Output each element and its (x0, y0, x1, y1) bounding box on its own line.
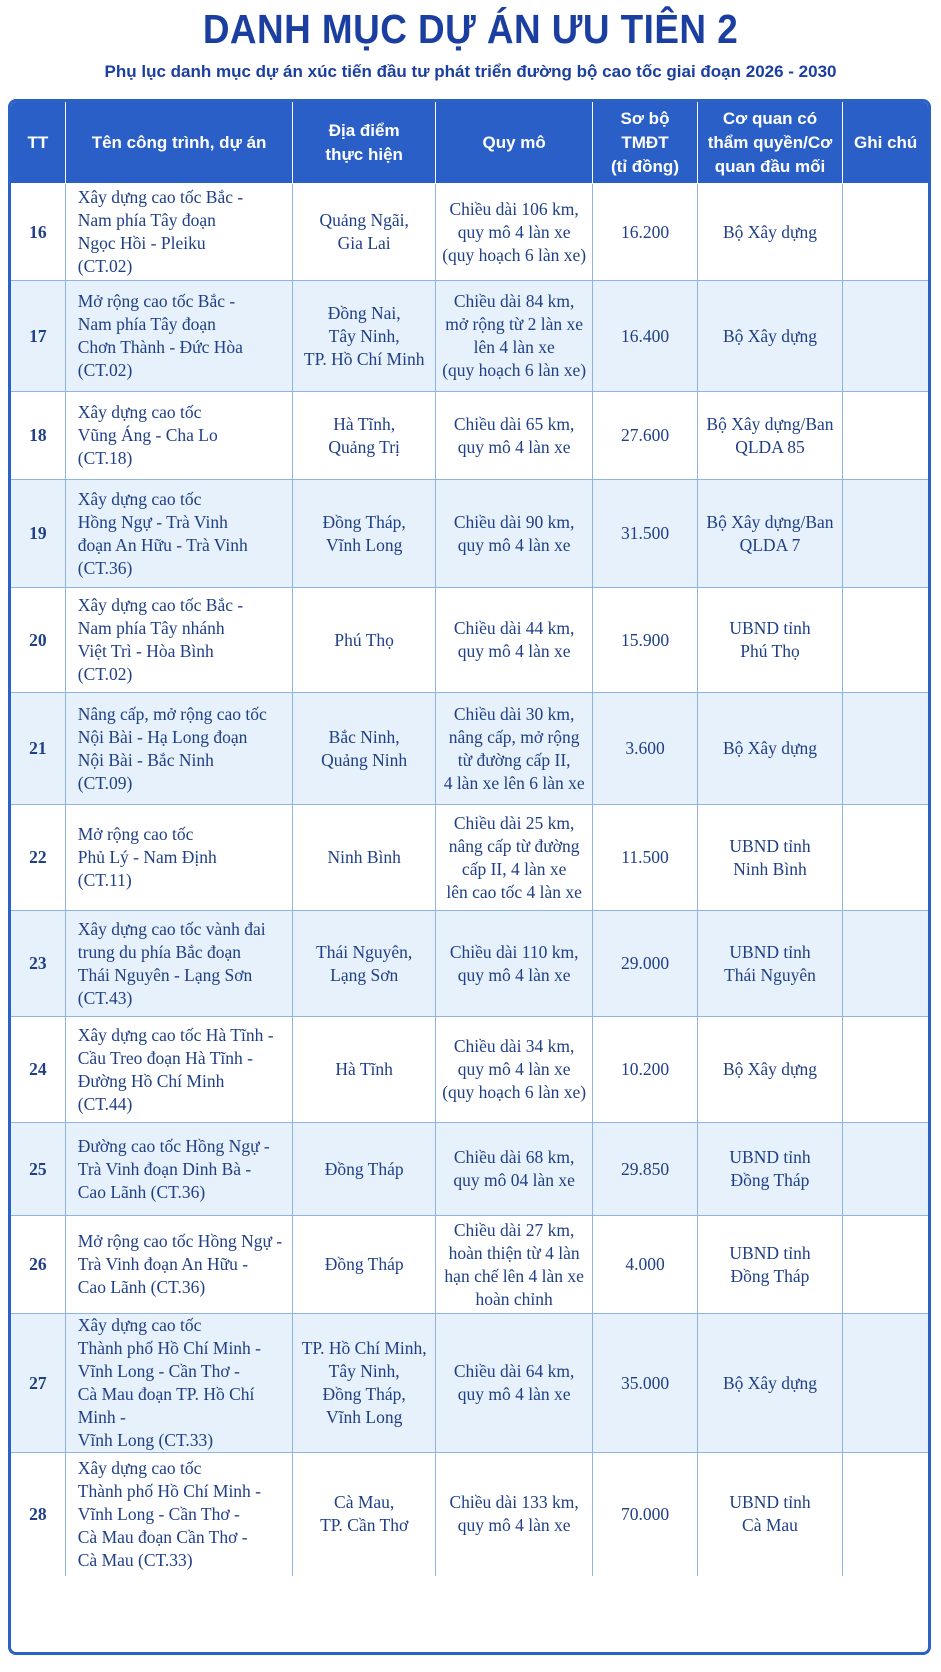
table-row (11, 1453, 928, 1576)
table-cell-agency: UBND tỉnh Thái Nguyên (697, 911, 843, 1017)
table-cell-cost: 31.500 (593, 480, 697, 588)
table-row (11, 1314, 928, 1453)
table-cell-name: Xây dựng cao tốc vành đai trung du phía Bắc đoạn Thái Nguyên - Lạng Sơn (CT.43) (65, 911, 293, 1017)
table-cell-name: Xây dựng cao tốc Thành phố Hồ Chí Minh - Vĩnh Long - Cần Thơ - Cà Mau đoạn Cần Thơ - Cà Mau (CT.33) (65, 1453, 293, 1576)
table-cell-location: Thái Nguyên, Lạng Sơn (293, 911, 436, 1017)
table-cell-tt: 25 (11, 1123, 65, 1216)
table-cell-scale: Chiều dài 27 km, hoàn thiện từ 4 làn hạn chế lên 4 làn xe hoàn chỉnh (435, 1216, 592, 1314)
table-cell-scale: Chiều dài 30 km, nâng cấp, mở rộng từ đường cấp II, 4 làn xe lên 6 làn xe (435, 693, 592, 805)
table-row (11, 805, 928, 911)
table-cell-cost: 35.000 (593, 1314, 697, 1453)
table-cell-agency: UBND tỉnh Đồng Tháp (697, 1123, 843, 1216)
table-cell-name: Đường cao tốc Hồng Ngự - Trà Vinh đoạn Dinh Bà - Cao Lãnh (CT.36) (65, 1123, 293, 1216)
table-row (11, 1017, 928, 1123)
table-cell-agency: Bộ Xây dựng (697, 281, 843, 392)
table-cell-scale: Chiều dài 110 km, quy mô 4 làn xe (435, 911, 592, 1017)
table-cell-agency: UBND tỉnh Phú Thọ (697, 588, 843, 693)
table-cell-location: Đồng Tháp (293, 1123, 436, 1216)
table-cell-scale: Chiều dài 34 km, quy mô 4 làn xe (quy hoạch 6 làn xe) (435, 1017, 592, 1123)
table-cell-cost: 3.600 (593, 693, 697, 805)
table-cell-scale: Chiều dài 25 km, nâng cấp từ đường cấp II, 4 làn xe lên cao tốc 4 làn xe (435, 805, 592, 911)
table-cell-agency: Bộ Xây dựng (697, 693, 843, 805)
table-cell-name: Xây dựng cao tốc Bắc - Nam phía Tây đoạn Ngọc Hồi - Pleiku (CT.02) (65, 184, 293, 281)
table-header-row (11, 102, 928, 184)
table-cell-agency: Bộ Xây dựng/Ban QLDA 7 (697, 480, 843, 588)
table-cell-location: Bắc Ninh, Quảng Ninh (293, 693, 436, 805)
table-row (11, 693, 928, 805)
page-subtitle: Phụ lục danh mục dự án xúc tiến đầu tư phát triển đường bộ cao tốc giai đoạn 2026 - 2030 (104, 62, 837, 81)
table-cell-name: Xây dựng cao tốc Vũng Áng - Cha Lo (CT.18) (65, 392, 293, 480)
table-cell-tt: 20 (11, 588, 65, 693)
table-cell-name: Xây dựng cao tốc Thành phố Hồ Chí Minh - Vĩnh Long - Cần Thơ - Cà Mau đoạn TP. Hồ Chí Minh - Vĩnh Long (CT.33) (65, 1314, 293, 1453)
table-cell-scale: Chiều dài 65 km, quy mô 4 làn xe (435, 392, 592, 480)
table-cell-agency: Bộ Xây dựng (697, 1314, 843, 1453)
table-cell-location: Cà Mau, TP. Cần Thơ (293, 1453, 436, 1576)
table-cell-name: Mở rộng cao tốc Bắc - Nam phía Tây đoạn Chơn Thành - Đức Hòa (CT.02) (65, 281, 293, 392)
table-cell-note (843, 1216, 928, 1314)
table-cell-cost: 15.900 (593, 588, 697, 693)
table-cell-agency: Bộ Xây dựng/Ban QLDA 85 (697, 392, 843, 480)
header-note: Ghi chú (843, 102, 928, 184)
header-location: Địa điểm thực hiện (293, 102, 436, 184)
table-cell-location: Ninh Bình (293, 805, 436, 911)
table-cell-location: Hà Tĩnh (293, 1017, 436, 1123)
table-cell-name: Mở rộng cao tốc Hồng Ngự - Trà Vinh đoạn An Hữu - Cao Lãnh (CT.36) (65, 1216, 293, 1314)
table-cell-location: Phú Thọ (293, 588, 436, 693)
table-cell-tt: 23 (11, 911, 65, 1017)
table-cell-cost: 27.600 (593, 392, 697, 480)
table-cell-scale: Chiều dài 64 km, quy mô 4 làn xe (435, 1314, 592, 1453)
table-cell-note (843, 1017, 928, 1123)
table-cell-tt: 26 (11, 1216, 65, 1314)
table-cell-note (843, 281, 928, 392)
table-cell-note (843, 184, 928, 281)
header-name: Tên công trình, dự án (65, 102, 293, 184)
table-row (11, 911, 928, 1017)
table-cell-note (843, 392, 928, 480)
table-row (11, 588, 928, 693)
table-cell-tt: 21 (11, 693, 65, 805)
table-cell-location: Hà Tĩnh, Quảng Trị (293, 392, 436, 480)
table-cell-cost: 70.000 (593, 1453, 697, 1576)
table-cell-tt: 27 (11, 1314, 65, 1453)
table-row (11, 392, 928, 480)
table-cell-scale: Chiều dài 44 km, quy mô 4 làn xe (435, 588, 592, 693)
table-cell-note (843, 805, 928, 911)
table-cell-agency: Bộ Xây dựng (697, 1017, 843, 1123)
table-cell-cost: 16.200 (593, 184, 697, 281)
project-table (8, 99, 931, 1655)
table-row (11, 184, 928, 281)
table-cell-cost: 4.000 (593, 1216, 697, 1314)
table-row (11, 1216, 928, 1314)
table-cell-agency: UBND tỉnh Đồng Tháp (697, 1216, 843, 1314)
table-cell-note (843, 693, 928, 805)
table-row (11, 281, 928, 392)
table-cell-note (843, 1314, 928, 1453)
table-cell-name: Nâng cấp, mở rộng cao tốc Nội Bài - Hạ Long đoạn Nội Bài - Bắc Ninh (CT.09) (65, 693, 293, 805)
table-cell-tt: 19 (11, 480, 65, 588)
table-cell-note (843, 480, 928, 588)
table-cell-cost: 11.500 (593, 805, 697, 911)
table-cell-note (843, 1453, 928, 1576)
table-cell-cost: 16.400 (593, 281, 697, 392)
table-row (11, 480, 928, 588)
header-scale: Quy mô (435, 102, 592, 184)
table-cell-name: Xây dựng cao tốc Bắc - Nam phía Tây nhánh Việt Trì - Hòa Bình (CT.02) (65, 588, 293, 693)
table-cell-cost: 10.200 (593, 1017, 697, 1123)
table-cell-location: Đồng Nai, Tây Ninh, TP. Hồ Chí Minh (293, 281, 436, 392)
table-cell-scale: Chiều dài 133 km, quy mô 4 làn xe (435, 1453, 592, 1576)
table-cell-tt: 22 (11, 805, 65, 911)
table-cell-note (843, 911, 928, 1017)
table-cell-location: Quảng Ngãi, Gia Lai (293, 184, 436, 281)
table-cell-tt: 18 (11, 392, 65, 480)
table-cell-location: Đồng Tháp (293, 1216, 436, 1314)
header-agency: Cơ quan có thẩm quyền/Cơ quan đầu mối (697, 102, 843, 184)
table-cell-agency: UBND tỉnh Ninh Bình (697, 805, 843, 911)
table-cell-name: Mở rộng cao tốc Phủ Lý - Nam Định (CT.11) (65, 805, 293, 911)
header-cost: Sơ bộ TMĐT (tỉ đồng) (593, 102, 697, 184)
page-title: DANH MỤC DỰ ÁN ƯU TIÊN 2 (202, 6, 739, 52)
table-cell-cost: 29.000 (593, 911, 697, 1017)
header-tt: TT (11, 102, 65, 184)
table-cell-note (843, 1123, 928, 1216)
table-cell-note (843, 588, 928, 693)
table-cell-scale: Chiều dài 84 km, mở rộng từ 2 làn xe lên 4 làn xe (quy hoạch 6 làn xe) (435, 281, 592, 392)
table-cell-tt: 28 (11, 1453, 65, 1576)
table-cell-location: Đồng Tháp, Vĩnh Long (293, 480, 436, 588)
table-cell-agency: Bộ Xây dựng (697, 184, 843, 281)
table-row (11, 1123, 928, 1216)
table-cell-scale: Chiều dài 106 km, quy mô 4 làn xe (quy hoạch 6 làn xe) (435, 184, 592, 281)
table-cell-tt: 16 (11, 184, 65, 281)
table-cell-location: TP. Hồ Chí Minh, Tây Ninh, Đồng Tháp, Vĩnh Long (293, 1314, 436, 1453)
table-cell-scale: Chiều dài 68 km, quy mô 04 làn xe (435, 1123, 592, 1216)
table-cell-name: Xây dựng cao tốc Hồng Ngự - Trà Vinh đoạn An Hữu - Trà Vinh (CT.36) (65, 480, 293, 588)
table-cell-tt: 17 (11, 281, 65, 392)
table-cell-scale: Chiều dài 90 km, quy mô 4 làn xe (435, 480, 592, 588)
table-cell-name: Xây dựng cao tốc Hà Tĩnh - Cầu Treo đoạn Hà Tĩnh - Đường Hồ Chí Minh (CT.44) (65, 1017, 293, 1123)
table-cell-tt: 24 (11, 1017, 65, 1123)
table-cell-agency: UBND tỉnh Cà Mau (697, 1453, 843, 1576)
table-cell-cost: 29.850 (593, 1123, 697, 1216)
